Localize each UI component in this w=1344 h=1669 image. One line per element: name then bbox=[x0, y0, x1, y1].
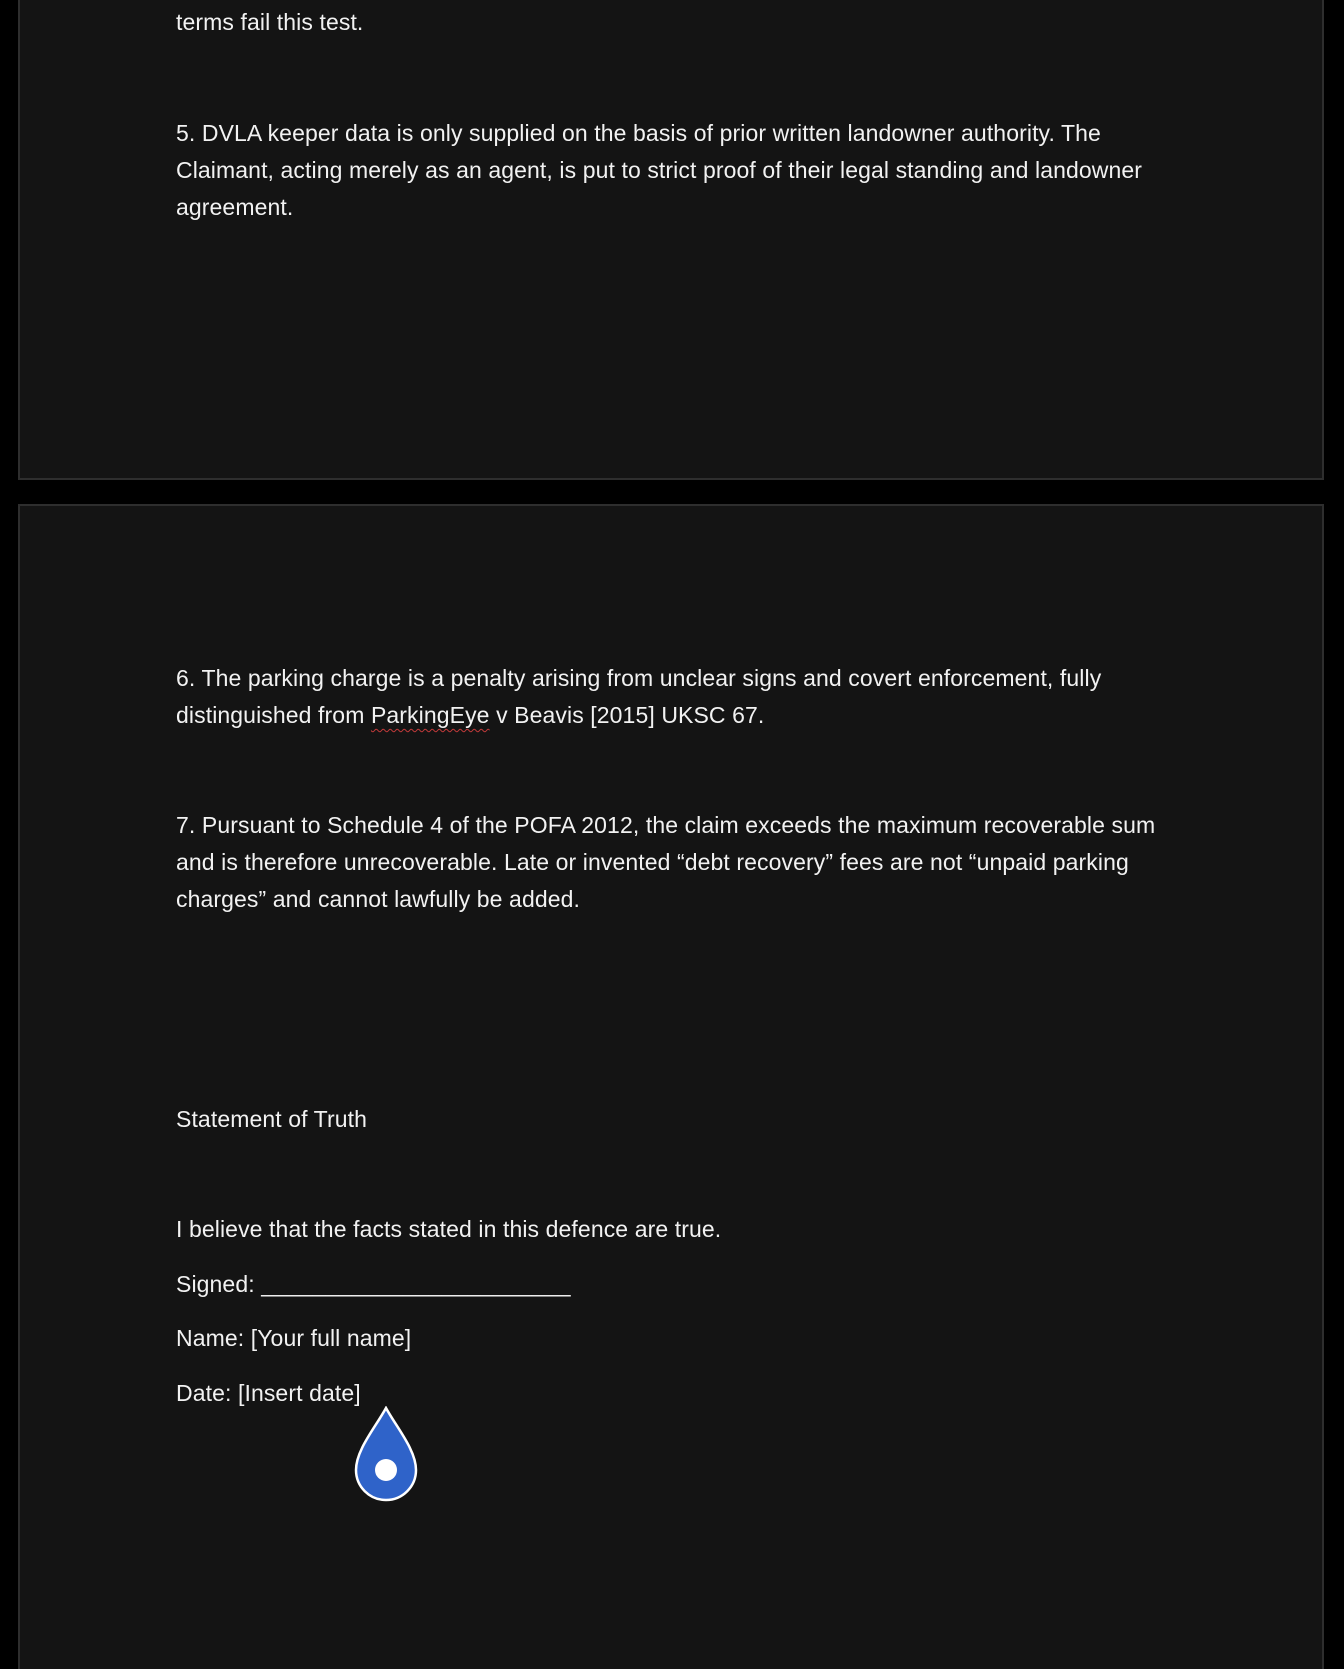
text-selection-handle-icon[interactable] bbox=[353, 1406, 419, 1504]
paragraph-6-text-end: v Beavis [2015] UKSC 67. bbox=[489, 702, 765, 728]
spellcheck-flagged-word[interactable]: ParkingEye bbox=[370, 702, 490, 728]
name-line: Name: [Your full name] bbox=[176, 1325, 412, 1351]
paragraph-7: 7. Pursuant to Schedule 4 of the POFA 2012, the claim exceeds the maximum recoverable sum and is therefore unrecoverable. Late or invented “debt recovery” fees are not “unpaid parking charges” and cannot lawfully be added. bbox=[176, 812, 1156, 912]
document-page-1[interactable] bbox=[18, 0, 1324, 480]
signature-line: Signed: ________________________ bbox=[176, 1271, 571, 1297]
document-page-2[interactable] bbox=[18, 504, 1324, 1669]
statement-of-truth-heading: Statement of Truth bbox=[176, 1106, 368, 1132]
paragraph-5: 5. DVLA keeper data is only supplied on the basis of prior written landowner authority. The Claimant, acting merely as an agent, is put to strict proof of their legal standing and landowner agreement. bbox=[176, 120, 1143, 220]
paragraph-6-text-start: 6. The parking charge is a penalty arising from unclear signs and covert enforcement, fully distinguished from bbox=[176, 665, 1102, 728]
statement-of-truth-text: I believe that the facts stated in this defence are true. bbox=[176, 1216, 722, 1242]
paragraph-4-tail: terms fail this test. bbox=[176, 9, 364, 35]
date-line: Date: [Insert date] bbox=[176, 1380, 361, 1406]
paragraph-6 bbox=[176, 660, 1186, 734]
